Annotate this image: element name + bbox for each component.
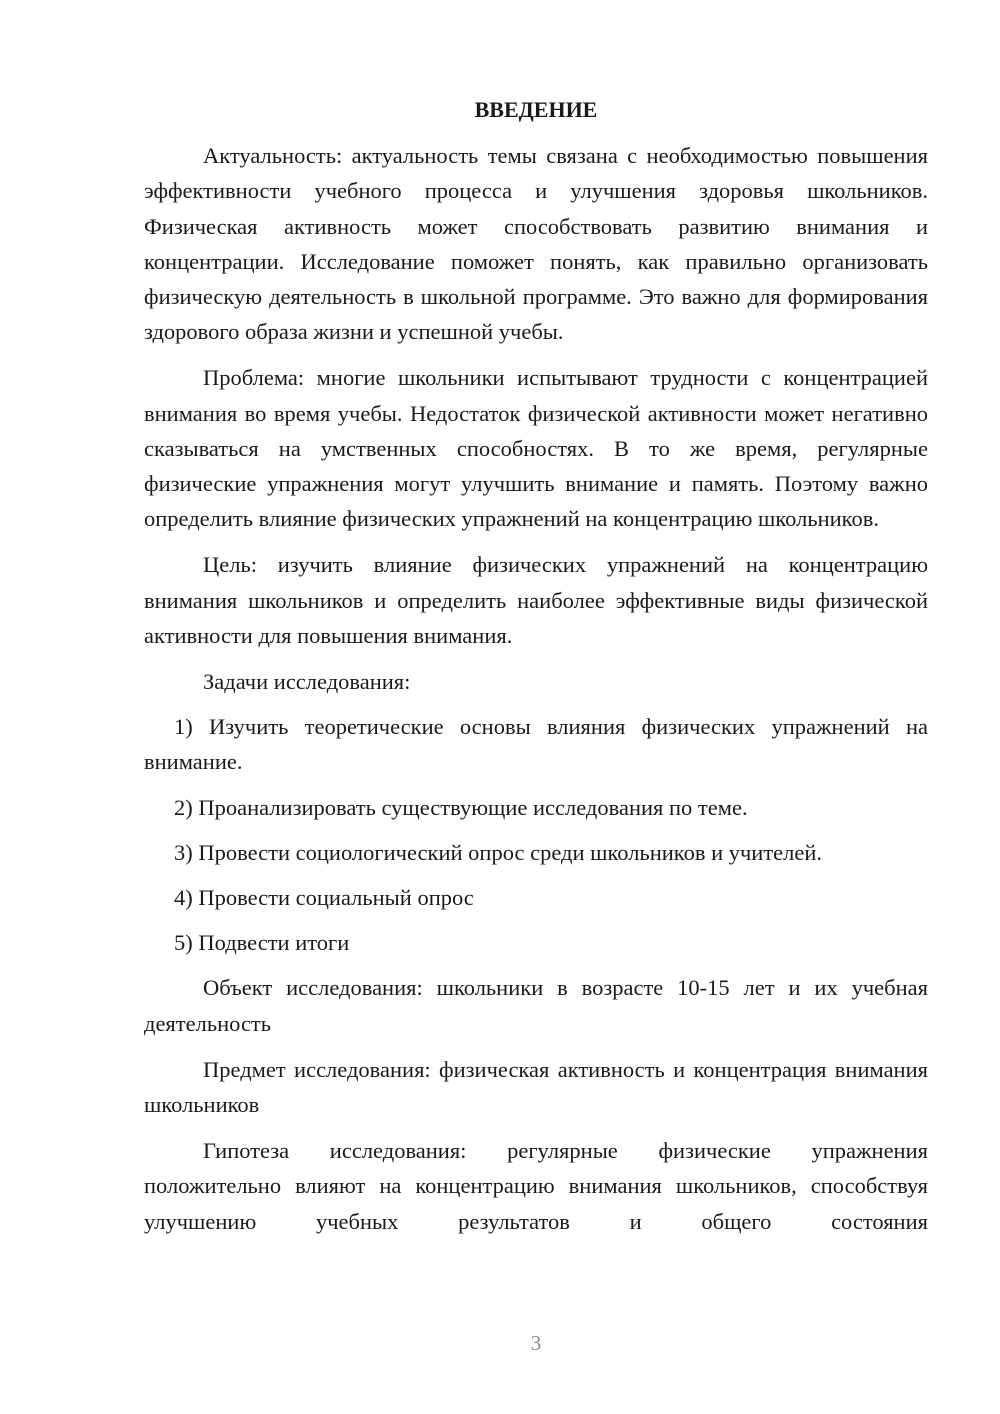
task-item-2: 2) Проанализировать существующие исследования по теме.	[174, 794, 748, 820]
task-item-3: 3) Провести социологический опрос среди школьников и учителей.	[174, 839, 823, 865]
page-title: ВВЕДЕНИЕ	[474, 97, 598, 122]
goal-paragraph: Цель: изучить влияние физических упражнений на концентрацию внимания школьников и определить наиболее эффективные виды физической активности для повышения внимания.	[144, 552, 928, 648]
subject-paragraph: Предмет исследования: физическая активность и концентрация внимания школьников	[144, 1056, 928, 1118]
document-page	[144, 92, 928, 1250]
page-number: 3	[530, 1331, 542, 1355]
task-item-1: 1) Изучить теоретические основы влияния физических упражнений на внимание.	[144, 714, 928, 775]
tasks-heading: Задачи исследования:	[203, 669, 411, 695]
object-paragraph: Объект исследования: школьники в возрасте 10-15 лет и их учебная деятельность	[144, 975, 928, 1036]
hypothesis-paragraph: Гипотеза исследования: регулярные физические упражнения положительно влияют на концентрацию внимания школьников, способствуя улучшению учебных результатов и общего состояния	[144, 1138, 928, 1234]
task-item-5: 5) Подвести итоги	[174, 930, 350, 956]
relevance-paragraph: Актуальность: актуальность темы связана с необходимостью повышения эффективности учебного процесса и улучшения здоровья школьников. Физическая активность может способствовать развитию внимания и концентрации. Исследование поможет понять, как правильно организовать физическую деятельность в школьной программе. Это важно для формирования здорового образа жизни и успешной учебы.	[144, 143, 928, 345]
problem-paragraph: Проблема: многие школьники испытывают трудности с концентрацией внимания во время учебы. Недостаток физической активности может негативно сказываться на умственных способностях. В то же время, регулярные физические упражнения могут улучшить внимание и память. Поэтому важно определить влияние физических упражнений на концентрацию школьников.	[144, 365, 928, 532]
task-item-4: 4) Провести социальный опрос	[174, 885, 474, 911]
